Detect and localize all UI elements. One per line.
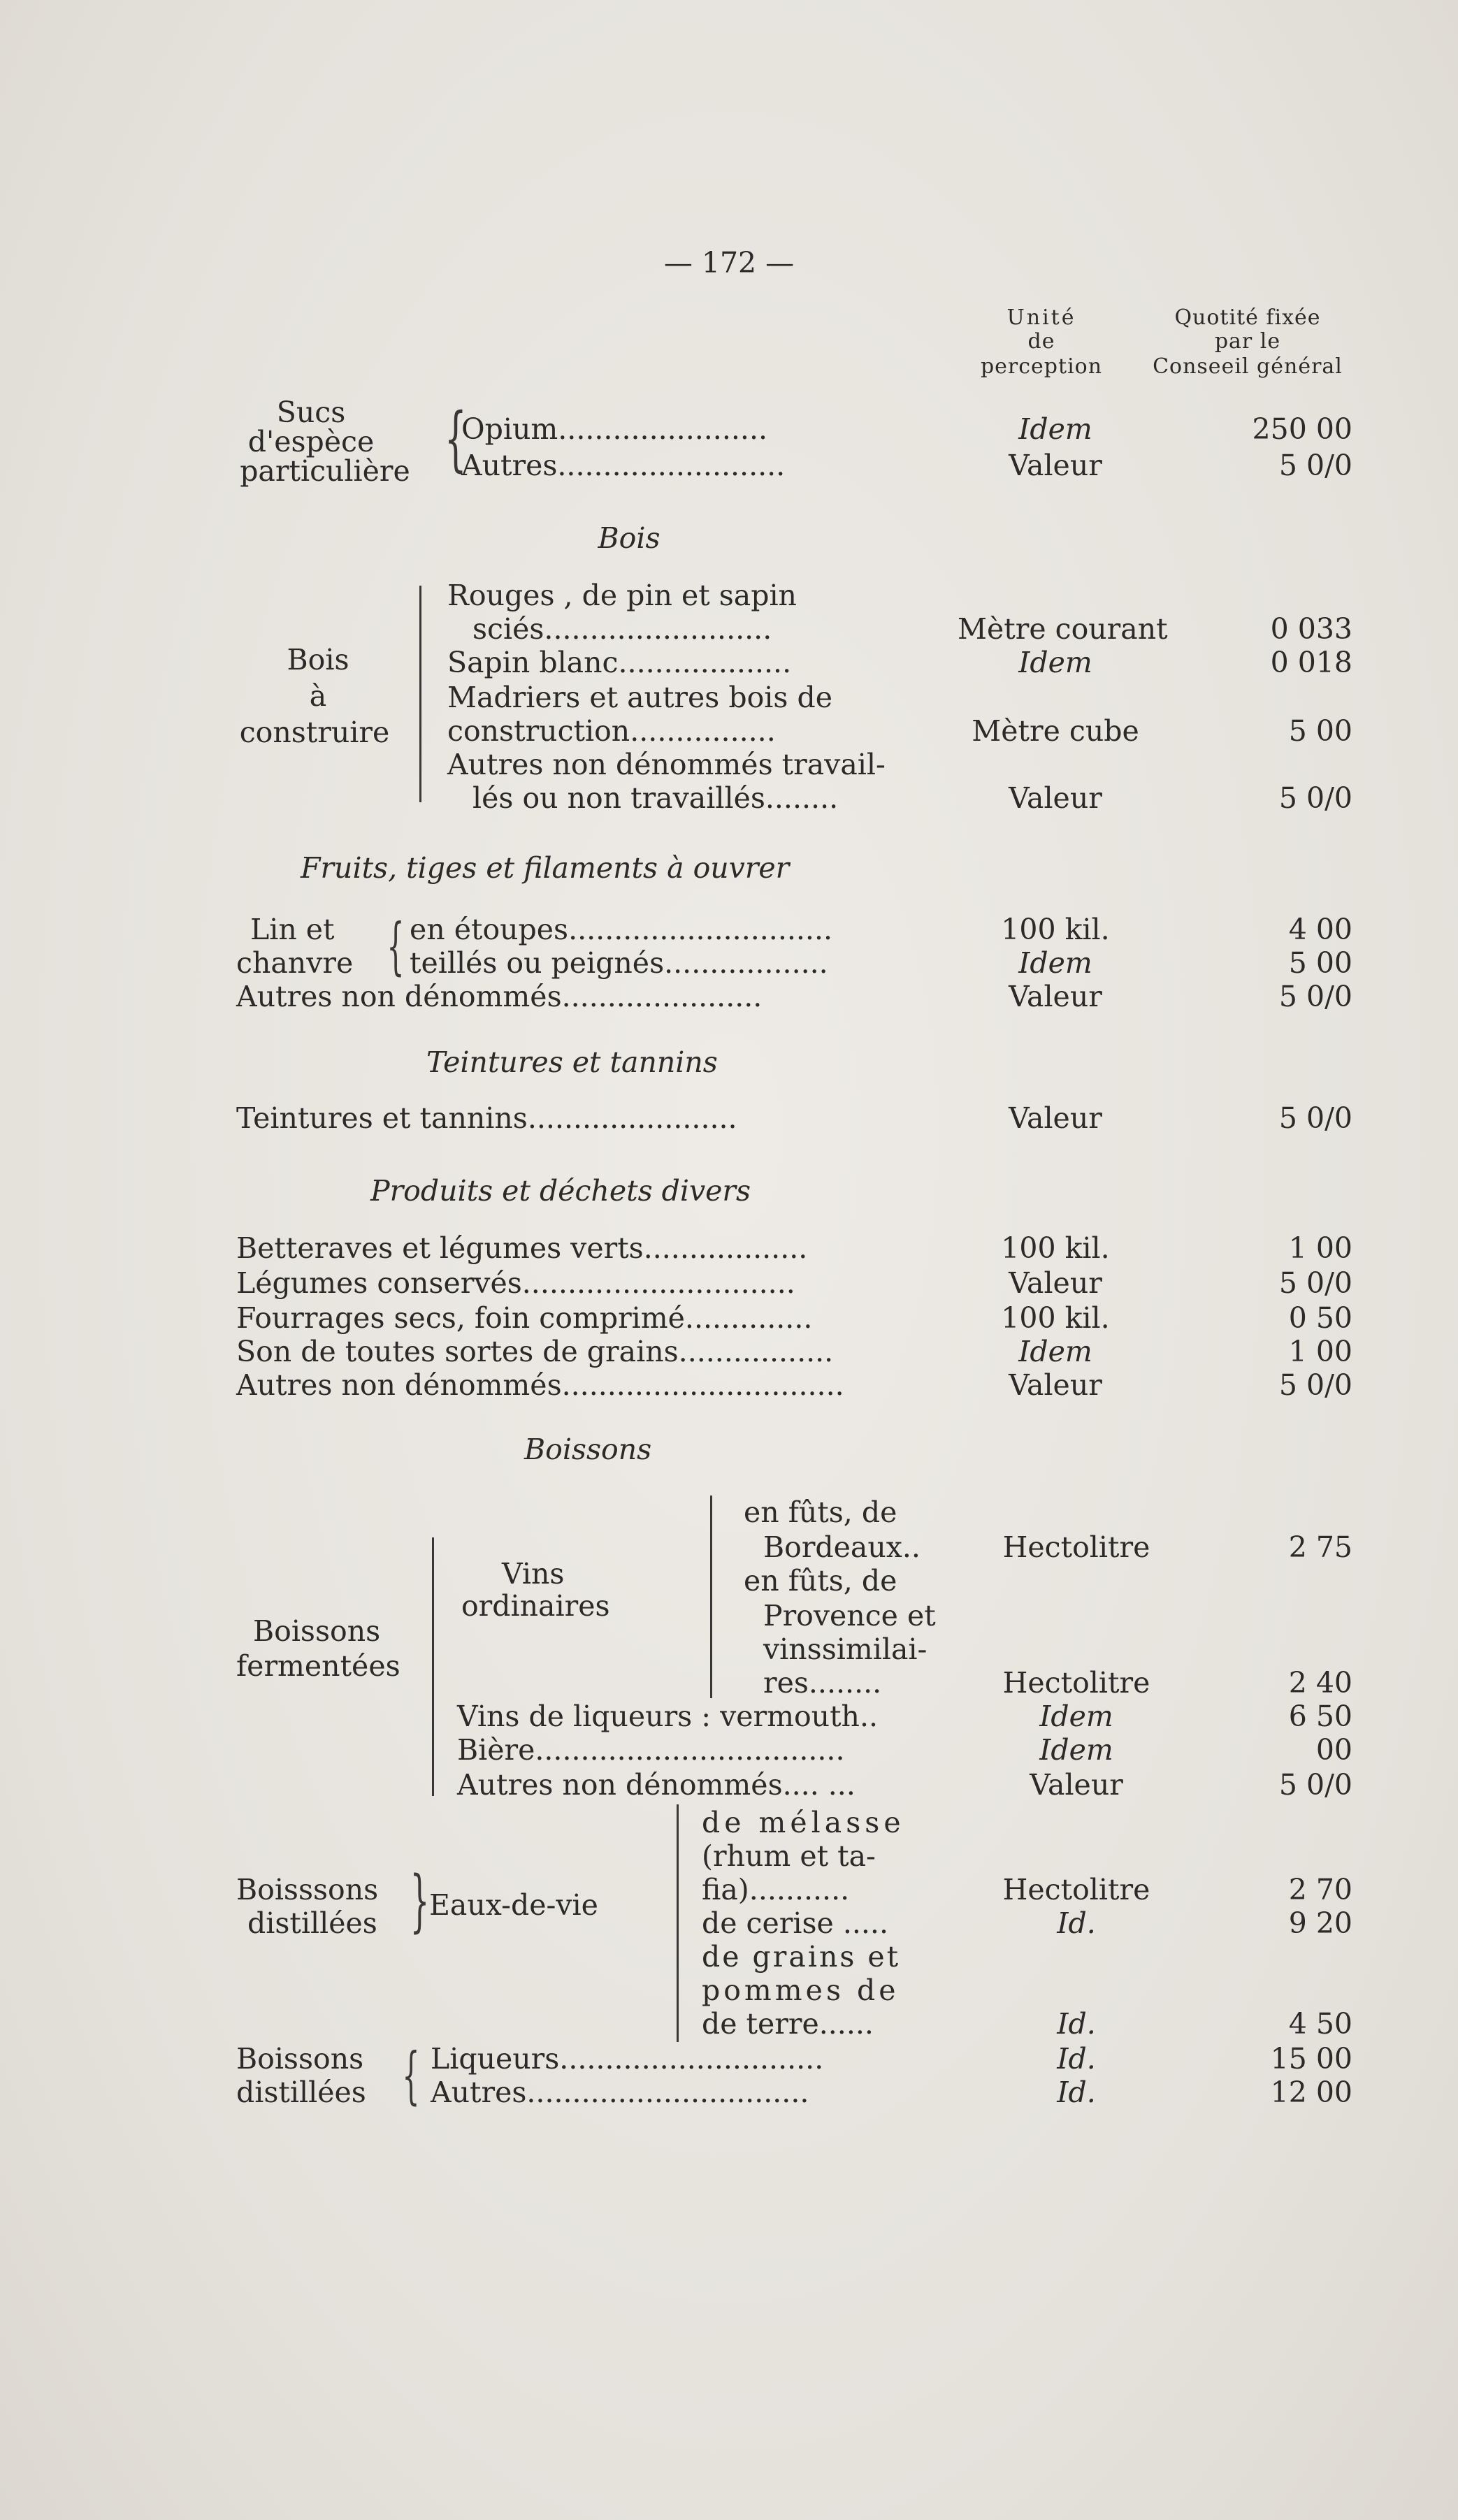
brace-icon: } bbox=[410, 1862, 430, 1940]
group-label: Boissons bbox=[236, 2042, 364, 2076]
brace-icon: { bbox=[402, 2039, 420, 2111]
brace-icon bbox=[677, 1804, 679, 2042]
section-title: Produits et déchets divers bbox=[370, 1174, 751, 1208]
brace-icon bbox=[419, 586, 421, 802]
group-label: Boissons bbox=[253, 1614, 381, 1648]
brace-icon bbox=[432, 1537, 434, 1796]
section-title: Bois bbox=[598, 521, 661, 555]
row-name: Autres......................... bbox=[461, 449, 786, 482]
row-name: Opium....................... bbox=[461, 412, 768, 446]
section-title: Teintures et tannins bbox=[426, 1045, 718, 1079]
group-label: Boisssons bbox=[236, 1873, 379, 1906]
section-title: Boissons bbox=[524, 1433, 652, 1466]
brace-icon bbox=[710, 1496, 712, 1698]
group-label: Lin et bbox=[250, 913, 335, 946]
group-label: Bois bbox=[287, 643, 349, 676]
group-label: Vins bbox=[502, 1557, 565, 1591]
section-title: Fruits, tiges et filaments à ouvrer bbox=[301, 851, 790, 885]
brace-icon: { bbox=[387, 910, 405, 982]
page-number: — 172 — bbox=[663, 246, 795, 280]
document-page: — 172 — Unité de perception Quotité fixée par le Conseeil général Sucs d'espèce particulière { Opium....................... Idem 250 00 Autres......................... Valeur 5 0/0 Bois Bois à construire Rouges , de pin et sapin sciés......................... Mètre courant 0 033 Sapin blanc................... Idem 0 018 Madriers et autres bois de construction................ Mètre cube 5 00 Autres non dénommés travail- lés ou non travaillés........ Valeur 5 0/0 Fruits, tiges et filaments à ouvrer Lin et chanvre { en étoupes............................. 100 kil. 4 00 teillés ou peignés.................. Idem 5 00 Autres non dénommés...................... Valeur 5 0/0 Teintures et tannins Teintures et tannins....................... Valeur 5 0/0 Produits et déchets divers Betteraves et légumes verts.................. 100 kil. 1 00 Légumes conservés.............................. Valeur 5 0/0 Fourrages secs, foin comprimé.............. 100 kil. 0 50 Son de toutes sortes de grains................. Idem 1 00 Autres non dénommés............................... Valeur 5 0/0 Boissons Boissons fermentées Vins ordinaires en fûts, de Bordeaux.. Hectolitre 2 75 en fûts, de Provence et vinssimilai- res........ Hectolitre 2 40 Vins de liqueurs : vermouth.. Idem 6 50 Bière.................................. Idem 00 Autres non dénommés.... ... Valeur 5 0/0 Boisssons distillées } Eaux-de-vie de mélasse (rhum et ta- fia)........... Hectolitre 2 70 de cerise ..... Id. 9 20 de grains et pommes de de terre...... Id. 4 50 Boissons distillées { Liqueurs............................. Id. 15 00 Autres............................... Id. 12 00 bbox=[0, 0, 1458, 2520]
group-label: Sucs bbox=[276, 396, 346, 429]
group-label: Eaux-de-vie bbox=[429, 1888, 598, 1922]
brace-icon: { bbox=[444, 398, 467, 479]
